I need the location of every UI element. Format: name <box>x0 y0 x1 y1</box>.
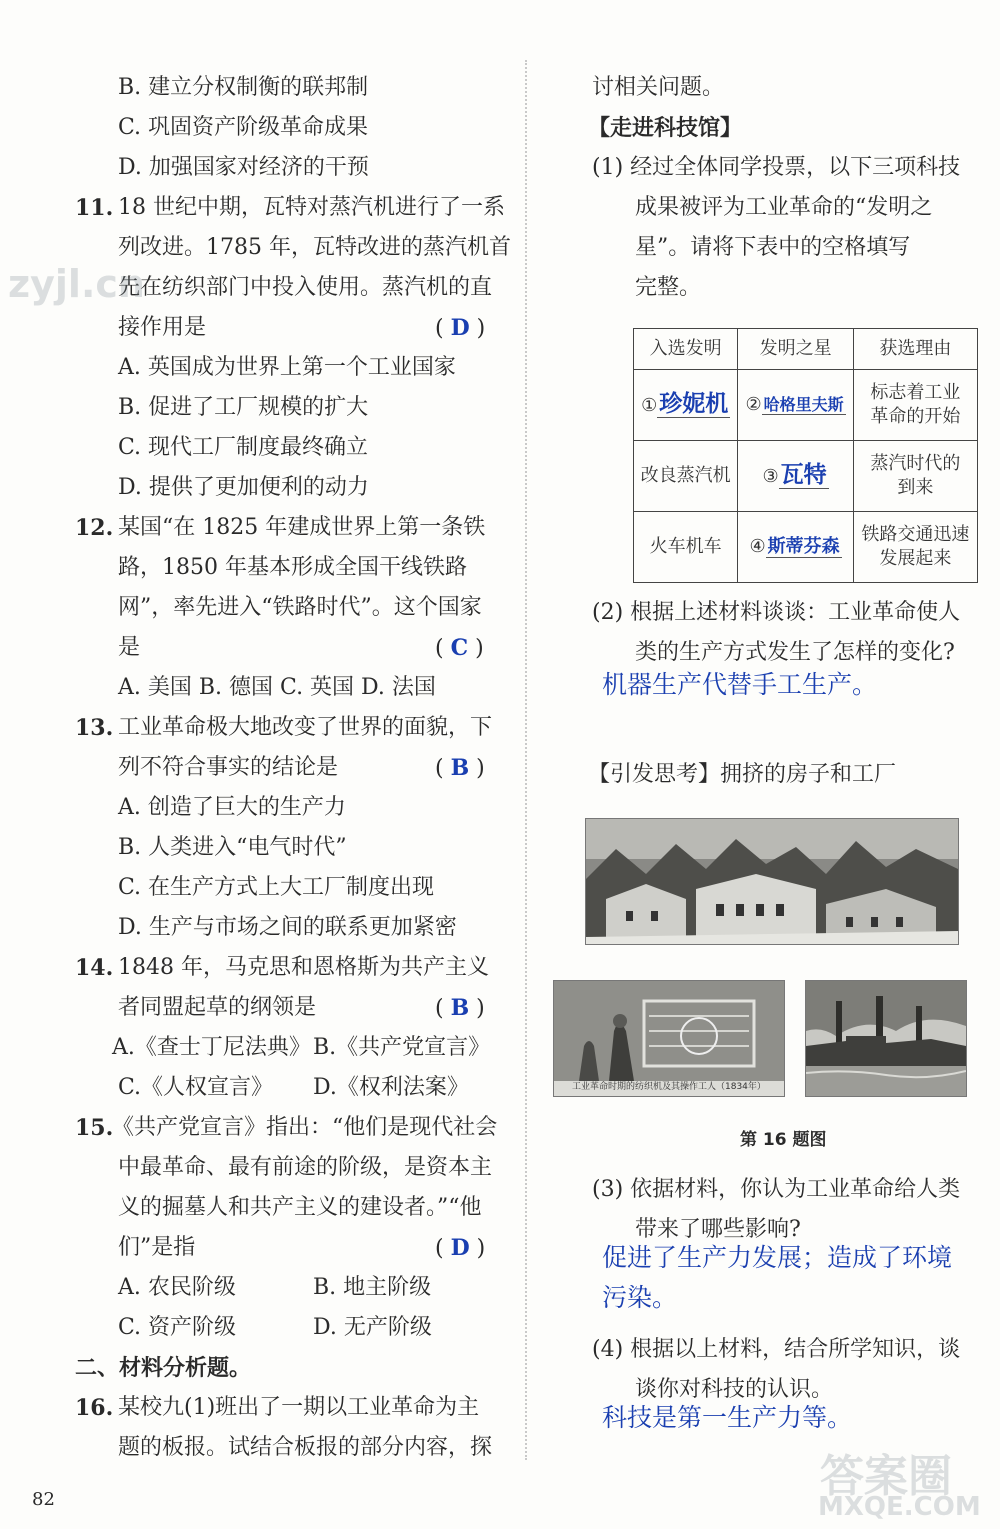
filled-blank-4: 斯蒂芬森 <box>767 536 840 557</box>
q13-option-b: B. 人类进入“电气时代” <box>118 835 347 860</box>
p2-line-1: (2) 根据上述材料谈谈：工业革命使人 <box>592 600 961 625</box>
q12-line-2: 路，1850 年基本形成全国干线铁路 <box>118 555 467 580</box>
q14-option-b: B.《共产党宣言》 <box>313 1035 491 1060</box>
table-cell: 蒸汽时代的 到来 <box>853 441 977 512</box>
q15-number: 15. <box>75 1115 114 1141</box>
filled-blank-3: 瓦特 <box>780 462 827 488</box>
q12-number: 12. <box>75 515 114 541</box>
q15-answer-bracket: ( D ) <box>435 1235 486 1261</box>
figure-caption: 第 16 题图 <box>740 1130 827 1150</box>
q11-line-3: 先在纺织部门中投入使用。蒸汽机的直 <box>118 275 493 300</box>
q15-line-4: 们”是指 <box>118 1235 196 1260</box>
textile-machine-photo <box>553 980 785 1097</box>
table-header-invention: 入选发明 <box>634 329 738 370</box>
q16-continuation: 讨相关问题。 <box>592 75 725 100</box>
p1-line-1: (1) 经过全体同学投票，以下三项科技 <box>592 155 961 180</box>
p1-line-2: 成果被评为工业革命的“发明之 <box>635 195 933 220</box>
q14-answer: B <box>450 995 470 1021</box>
table-header-star: 发明之星 <box>738 329 854 370</box>
table-cell: 标志着工业 革命的开始 <box>853 370 977 441</box>
table-cell: ③瓦特 <box>738 441 854 512</box>
q12-line-3: 网”，率先进入“铁路时代”。这个国家 <box>118 595 482 620</box>
p3-line-1: (3) 依据材料，你认为工业革命给人类 <box>592 1177 961 1202</box>
watermark-bottom-right: 答案圈 <box>820 1451 952 1502</box>
q13-answer: B <box>450 755 470 781</box>
q15-line-3: 义的掘墓人和共产主义的建设者。”“他 <box>118 1195 482 1220</box>
table-cell: 改良蒸汽机 <box>634 441 738 512</box>
p4-handwritten-answer: 科技是第一生产力等。 <box>602 1403 853 1432</box>
q11-option-a: A. 英国成为世界上第一个工业国家 <box>118 355 456 380</box>
p1-line-3: 星”。请将下表中的空格填写 <box>635 235 911 260</box>
p2-handwritten-answer: 机器生产代替手工生产。 <box>602 670 878 699</box>
table-row <box>634 441 978 512</box>
q11-number: 11. <box>75 195 114 221</box>
q15-answer: D <box>450 1235 470 1261</box>
q11-answer: D <box>450 315 470 341</box>
q14-number: 14. <box>75 955 114 981</box>
factory-smoke-photo <box>805 980 967 1097</box>
q11-option-b: B. 促进了工厂规模的扩大 <box>118 395 369 420</box>
q13-number: 13. <box>75 715 114 741</box>
page-number: 82 <box>32 1489 55 1510</box>
q14-option-a: A.《查士丁尼法典》 <box>112 1035 311 1060</box>
q12-answer: C <box>450 635 469 661</box>
q13-line-1: 工业革命极大地改变了世界的面貌，下 <box>118 715 493 740</box>
q13-option-c: C. 在生产方式上大工厂制度出现 <box>118 875 435 900</box>
table-cell: ④ 斯蒂芬森 <box>738 512 854 583</box>
q12-options: A. 美国 B. 德国 C. 英国 D. 法国 <box>118 675 436 700</box>
q12-line-4: 是 <box>118 635 141 660</box>
q15-line-2: 中最革命、最有前途的阶级，是资本主 <box>118 1155 493 1180</box>
q10-option-d: D. 加强国家对经济的干预 <box>118 155 369 180</box>
photo-caption: 工业革命时期的纺织机及其操作工人（1834年） <box>572 1082 766 1092</box>
q10-option-b: B. 建立分权制衡的联邦制 <box>118 75 369 100</box>
section-science-museum: 【走进科技馆】 <box>588 115 743 141</box>
filled-blank-1: 珍妮机 <box>659 391 729 417</box>
table-cell: ② 哈格里夫斯 <box>738 370 854 441</box>
q13-option-d: D. 生产与市场之间的联系更加紧密 <box>118 915 457 940</box>
q13-line-2: 列不符合事实的结论是 <box>118 755 339 780</box>
q13-option-a: A. 创造了巨大的生产力 <box>118 795 346 820</box>
q11-line-4: 接作用是 <box>118 315 207 340</box>
filled-blank-2: 哈格里夫斯 <box>763 395 844 414</box>
q12-answer-bracket: ( C ) <box>435 635 484 661</box>
q11-option-c: C. 现代工厂制度最终确立 <box>118 435 369 460</box>
think-section-title: 【引发思考】拥挤的房子和工厂 <box>588 762 897 787</box>
q14-answer-bracket: ( B ) <box>435 995 485 1021</box>
p3-handwritten-answer-line-1: 促进了生产力发展；造成了环境 <box>602 1243 953 1272</box>
q14-option-d: D.《权利法案》 <box>313 1075 469 1100</box>
table-header-reason: 获选理由 <box>853 329 977 370</box>
q11-line-1: 18 世纪中期，瓦特对蒸汽机进行了一系 <box>118 195 505 220</box>
q16-line-1: 某校九(1)班出了一期以工业革命为主 <box>118 1395 480 1420</box>
q11-answer-bracket: ( D ) <box>435 315 486 341</box>
p4-line-2: 谈你对科技的认识。 <box>635 1377 834 1402</box>
q14-line-1: 1848 年，马克思和恩格斯为共产主义 <box>118 955 489 980</box>
q15-option-a: A. 农民阶级 <box>118 1275 236 1300</box>
p1-line-4: 完整。 <box>635 275 702 300</box>
table-cell: 铁路交通迅速 发展起来 <box>853 512 977 583</box>
q15-option-c: C. 资产阶级 <box>118 1315 237 1340</box>
table-row <box>634 512 978 583</box>
q15-option-d: D. 无产阶级 <box>313 1315 432 1340</box>
p3-line-2: 带来了哪些影响? <box>635 1217 801 1242</box>
section-2-heading: 二、材料分析题。 <box>75 1355 252 1381</box>
watermark-bottom-url: MXQE.COM <box>818 1492 981 1522</box>
q15-option-b: B. 地主阶级 <box>313 1275 432 1300</box>
q14-option-c: C.《人权宣言》 <box>118 1075 274 1100</box>
p2-line-2: 类的生产方式发生了怎样的变化? <box>635 640 955 665</box>
q14-line-2: 者同盟起草的纲领是 <box>118 995 317 1020</box>
q11-option-d: D. 提供了更加便利的动力 <box>118 475 369 500</box>
q12-line-1: 某国“在 1825 年建成世界上第一条铁 <box>118 515 486 540</box>
table-header-row <box>634 329 978 370</box>
column-divider <box>525 60 527 1460</box>
p4-line-1: (4) 根据以上材料，结合所学知识，谈 <box>592 1337 961 1362</box>
table-row <box>634 370 978 441</box>
table-cell: ①珍妮机 <box>634 370 738 441</box>
q13-answer-bracket: ( B ) <box>435 755 485 781</box>
q10-option-c: C. 巩固资产阶级革命成果 <box>118 115 369 140</box>
crowded-houses-illustration <box>585 818 959 945</box>
watermark-left: zyjl.cn <box>8 262 145 306</box>
q15-line-1: 《共产党宣言》指出：“他们是现代社会 <box>112 1115 498 1140</box>
inventions-table <box>633 328 978 583</box>
q16-number: 16. <box>75 1395 114 1421</box>
q11-line-2: 列改进。1785 年，瓦特改进的蒸汽机首 <box>118 235 511 260</box>
p3-handwritten-answer-line-2: 污染。 <box>602 1283 678 1312</box>
q16-line-2: 题的板报。试结合板报的部分内容，探 <box>118 1435 493 1460</box>
table-cell: 火车机车 <box>634 512 738 583</box>
